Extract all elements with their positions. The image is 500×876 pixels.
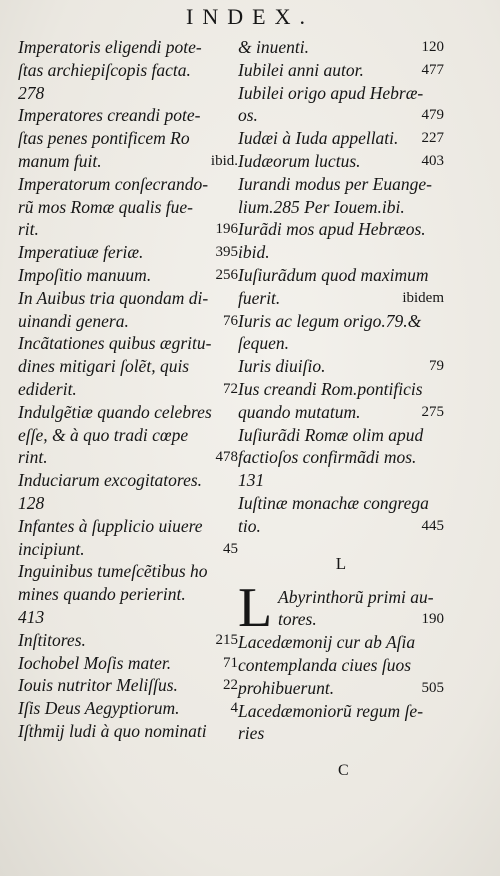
index-entry [18,241,238,264]
entry-line [238,446,444,469]
page-reference: 505 [421,679,444,696]
entry-text: Iuſiurãdi Romæ olim apud [238,424,424,445]
index-entry [18,629,238,652]
entry-text: quando mutatum. [238,401,361,422]
entry-line [238,310,444,333]
entry-text: Iouis nutritor Meliſſus. [18,675,178,696]
entry-line [18,583,238,606]
index-entry [238,127,444,150]
index-entry [238,36,444,59]
index-entry [18,674,238,697]
entry-text: contemplanda ciues ſuos [238,654,412,675]
page-reference: 215 [215,631,238,648]
entry-line [18,287,238,310]
entry-text: Ius creandi Rom.pontificis [238,378,423,399]
entry-text: rint. [18,447,48,468]
entry-line [18,127,238,150]
entry-text: Infantes à ſupplicio uiuere [18,515,203,536]
entry-line [18,218,238,241]
index-entry [18,515,238,561]
page-reference: 190 [421,611,444,628]
entry-text: 128 [18,492,45,513]
entry-text: tio. [238,515,261,536]
entry-line [238,700,444,723]
entry-line [18,104,238,127]
entry-line [18,446,238,469]
index-entry [18,560,238,628]
entry-text: Inſtitores. [18,629,86,650]
entry-text: ries [238,723,265,744]
entry-line [238,241,444,264]
entry-text: Imperatoris eligendi pote- [18,37,202,57]
entry-line [18,150,238,173]
entry-text: ibid. [238,242,270,263]
page-reference: 72 [223,380,238,397]
entry-line [238,59,444,82]
index-entry [18,697,238,720]
entry-line [18,652,238,675]
entry-line [18,82,238,105]
entry-line [238,218,444,241]
entry-text: ſtas archiepiſcopis facta. [18,59,191,80]
entry-text: factioſos confirmãdi mos. [238,447,417,468]
index-entry [18,173,238,241]
entry-line [278,608,444,631]
entry-line [18,332,238,355]
index-entry [18,652,238,675]
entry-line [18,515,238,538]
entry-line [238,654,444,677]
drop-cap: L [238,576,273,639]
entry-line [18,424,238,447]
index-entry [238,150,444,173]
entry-line [18,697,238,720]
entry-line [18,469,238,492]
index-entry [238,700,444,746]
page-reference: 478 [215,449,238,466]
entry-text: Iudæi à Iuda appellati. [238,128,399,149]
page-reference: ibid. [210,152,238,169]
entry-text: ſequen. [238,333,290,354]
entry-text: os. [238,105,258,126]
page-reference: 71 [223,654,238,671]
entry-text: 278 [18,82,45,103]
entry-line [238,401,444,424]
entry-text: prohibuerunt. [238,677,335,698]
entry-text: Imperatiuæ feriæ. [18,242,144,263]
index-entry [18,36,238,104]
entry-text: 413 [18,606,45,627]
entry-line [18,355,238,378]
entry-text: rit. [18,219,39,240]
index-entry [238,631,444,699]
entry-text: Iurãdi mos apud Hebræos. [238,219,426,240]
entry-text: Iuſtinæ monachæ congrega [238,492,429,513]
entry-text: Iſis Deus Aegyptiorum. [18,698,180,719]
page-header: INDEX. [186,4,314,29]
entry-line [278,586,444,609]
entry-line [238,173,444,196]
entry-text: rũ mos Romæ qualis fue- [18,196,193,217]
section-letter: L [335,553,347,573]
index-entry [18,332,238,400]
entry-text: Iurandi modus per Euange- [238,173,432,194]
entry-text: tores. [278,609,317,630]
entry-line [238,150,444,173]
entry-text: Imperatores creandi pote- [18,105,201,126]
index-entry [238,492,444,538]
entry-line [238,196,444,219]
index-entry [238,218,444,264]
entry-text: Indulgẽtiæ quando celebres [18,401,212,422]
entry-line [238,492,444,515]
entry-text: In Auibus tria quondam di- [18,287,209,308]
entry-line [238,36,444,59]
entry-line [18,629,238,652]
entry-text: ediderit. [18,378,77,399]
entry-text: Iochobel Moſis mater. [18,652,172,673]
page-reference: 227 [421,130,444,147]
entry-line [18,36,238,59]
signature-mark: C [338,762,349,779]
page-reference: 477 [421,61,444,78]
page-reference: ibidem [402,289,444,306]
entry-text: mines quando perierint. [18,584,186,605]
entry-text: dines mitigari ſolẽt, quis [18,356,190,377]
entry-line [238,104,444,127]
entry-text: lium.285 Per Iouem.ibi. [238,196,405,217]
page-reference: 76 [223,312,238,329]
index-entry [238,310,444,356]
entry-text: Incãtationes quibus ægritu- [18,333,212,354]
entry-line [238,287,444,310]
entry-line [18,264,238,287]
entry-line [238,722,444,745]
entry-text: Iuris ac legum origo.79.& [238,310,422,331]
entry-text: Induciarum excogitatores. [18,470,203,491]
index-entry [238,264,444,310]
entry-text: incipiunt. [18,538,85,559]
index-entry [18,720,238,743]
entry-line [18,378,238,401]
entry-line [18,538,238,561]
page-reference: 479 [421,107,444,124]
index-entry [238,378,444,424]
entry-line [18,606,238,629]
page-reference: 4 [230,700,238,717]
page-reference: 22 [223,677,238,694]
index-entry [238,576,444,639]
page-reference: 196 [215,221,238,238]
page-reference: 45 [223,540,238,557]
index-entry [18,264,238,287]
entry-line [18,674,238,697]
entry-text: Lacedæmoniorũ regum ſe- [238,700,424,721]
entry-text: ſtas penes pontificem Ro [18,128,190,149]
page-reference: 403 [421,152,444,169]
entry-line [18,492,238,515]
entry-line [238,82,444,105]
entry-line [18,401,238,424]
entry-text: Abyrinthorũ primi au- [278,586,434,607]
entry-line [238,677,444,700]
entry-text: Iuris diuiſio. [238,356,326,377]
entry-line [18,241,238,264]
page-reference: 395 [215,244,238,261]
entry-line [18,560,238,583]
entry-text: Iubilei origo apud Hebræ- [238,82,424,103]
entry-line [238,515,444,538]
entry-text: Imperatorum conſecrando- [18,173,209,194]
entry-text: Iudæorum luctus. [238,150,361,171]
entry-text: Inguinibus tumeſcẽtibus ho [18,561,208,582]
entry-text: Iubilei anni autor. [238,59,364,80]
entry-text: Iſthmij ludi à quo nominati [18,720,207,741]
entry-line [18,59,238,82]
entry-text: 131 [238,470,265,491]
index-column-left [18,36,238,743]
index-entry [238,424,444,492]
entry-text: Iuſiurãdum quod maximum [238,264,429,285]
entry-text: Impoſitio manuum. [18,264,152,285]
index-entry [238,173,444,219]
entry-line [18,720,238,743]
index-entry [238,355,444,378]
page-reference: 79 [429,358,444,375]
entry-line [238,469,444,492]
entry-text: eſſe, & à quo tradi cœpe [18,424,189,445]
entry-text: Lacedæmonij cur ab Aſia [238,632,416,653]
entry-text: uinandi genera. [18,310,129,331]
entry-line [238,378,444,401]
entry-line [18,196,238,219]
index-entry [18,469,238,515]
index-entry [238,59,444,82]
entry-text: manum fuit. [18,150,102,171]
entry-line [18,310,238,333]
entry-line [238,264,444,287]
page-reference: 275 [421,403,444,420]
entry-text: & inuenti. [238,37,309,57]
index-column-right [238,36,444,745]
page-reference: 445 [421,517,444,534]
page-reference: 256 [215,266,238,283]
page-reference: 120 [421,39,444,55]
entry-line [238,424,444,447]
index-entry [18,104,238,172]
entry-line [238,127,444,150]
index-entry [18,287,238,333]
index-entry [18,401,238,469]
entry-line [18,173,238,196]
index-entry [238,82,444,128]
entry-text: fuerit. [238,287,281,308]
entry-line [238,355,444,378]
entry-line [238,332,444,355]
